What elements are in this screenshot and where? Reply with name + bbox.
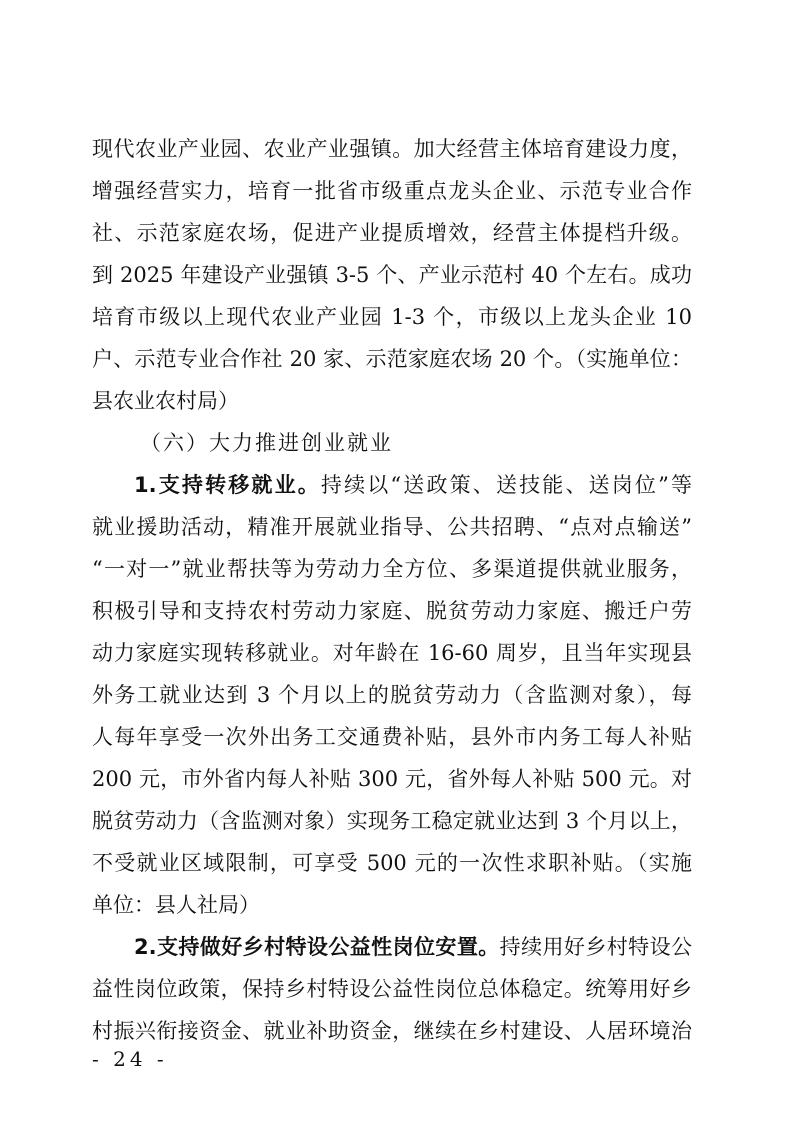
page-number: - 24 - [92, 1047, 168, 1071]
paragraph-line: 现代农业产业园、农业产业强镇。加大经营主体培育建设力度， [92, 137, 692, 161]
paragraph-line: 到 2025 年建设产业强镇 3-5 个、产业示范村 40 个左右。成功 [92, 263, 692, 287]
paragraph-line: 外务工就业达到 3 个月以上的脱贫劳动力（含监测对象），每 [92, 683, 692, 707]
paragraph-line: 就业援助活动，精准开展就业指导、公共招聘、“点对点输送” [92, 515, 692, 539]
paragraph-line: 不受就业区域限制，可享受 500 元的一次性求职补贴。（实施 [92, 851, 692, 875]
paragraph-line: 益性岗位政策，保持乡村特设公益性岗位总体稳定。统筹用好乡 [92, 977, 692, 1001]
paragraph-line: “一对一”就业帮扶等为劳动力全方位、多渠道提供就业服务， [92, 557, 692, 581]
paragraph-line: 人每年享受一次外出务工交通费补贴，县外市内务工每人补贴 [92, 725, 692, 749]
paragraph-line: 户、示范专业合作社 20 家、示范家庭农场 20 个。（实施单位： [92, 347, 692, 371]
item2-first-line [134, 928, 692, 966]
item2-title: 2.支持做好乡村特设公益性岗位安置。 [134, 935, 500, 959]
section-heading: （六）大力推进创业就业 [140, 431, 393, 455]
paragraph-line: 脱贫劳动力（含监测对象）实现务工稳定就业达到 3 个月以上， [92, 809, 692, 833]
paragraph-line: 积极引导和支持农村劳动力家庭、脱贫劳动力家庭、搬迁户劳 [92, 599, 692, 623]
item1-first-line-text: 持续以“送政策、送技能、送岗位”等 [320, 473, 692, 497]
paragraph-line: 增强经营实力，培育一批省市级重点龙头企业、示范专业合作 [92, 179, 692, 203]
paragraph-line: 单位：县人社局） [92, 893, 260, 917]
item1-title: 1.支持转移就业。 [134, 473, 321, 497]
paragraph-line: 200 元，市外省内每人补贴 300 元，省外每人补贴 500 元。对 [92, 767, 692, 791]
item2-first-line-text: 持续用好乡村特设公 [499, 935, 693, 959]
paragraph-line: 社、示范家庭农场，促进产业提质增效，经营主体提档升级。 [92, 221, 692, 245]
paragraph-line: 培育市级以上现代农业产业园 1-3 个，市级以上龙头企业 10 [92, 305, 692, 329]
paragraph-line: 动力家庭实现转移就业。对年龄在 16-60 周岁，且当年实现县 [92, 641, 692, 665]
item1-first-line [134, 466, 692, 504]
paragraph-line: 县农业农村局） [92, 389, 239, 413]
paragraph-line: 村振兴衔接资金、就业补助资金，继续在乡村建设、人居环境治 [92, 1019, 692, 1043]
